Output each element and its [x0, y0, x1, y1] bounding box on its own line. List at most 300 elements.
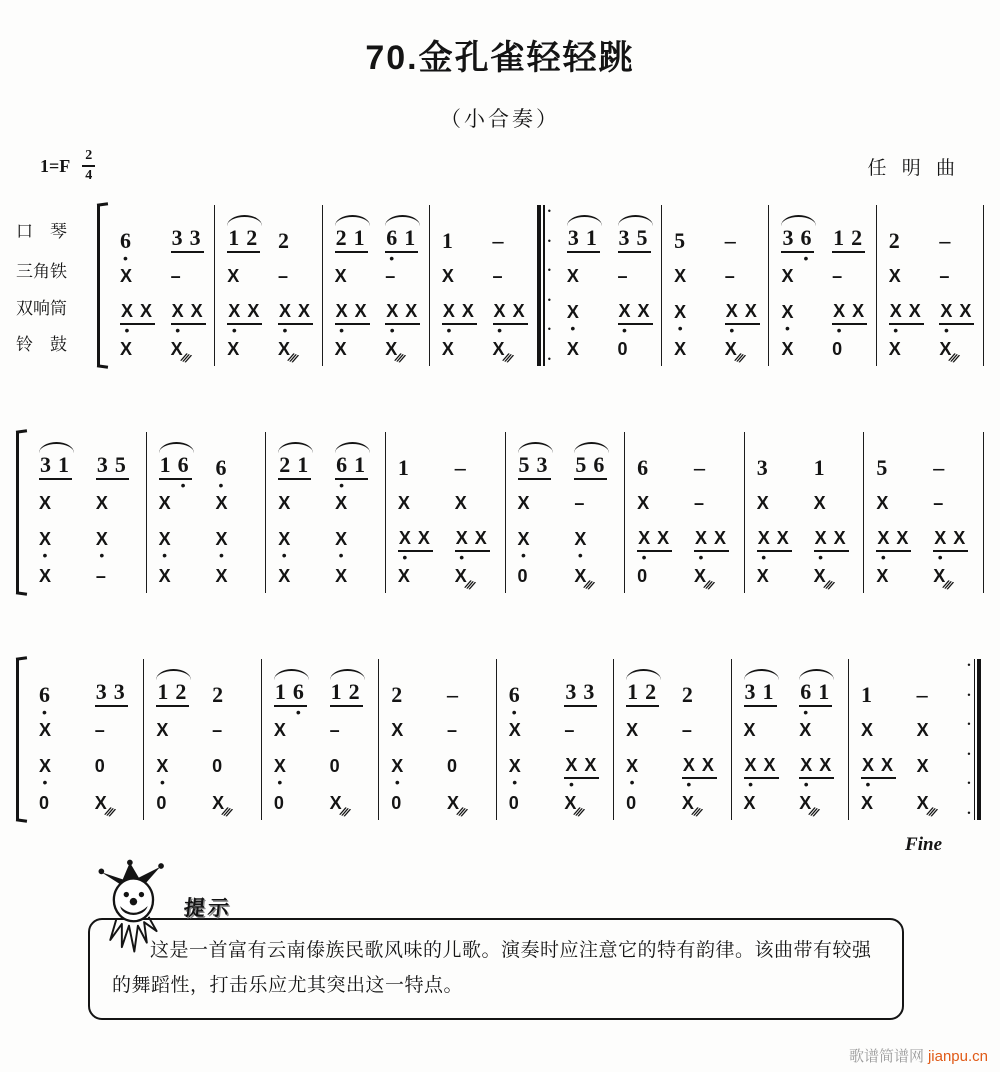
note — [508, 756, 521, 790]
octave-dot: • — [231, 321, 237, 338]
part-row — [32, 747, 143, 790]
note-group — [939, 267, 949, 287]
note — [645, 681, 656, 704]
octave-dot: • — [42, 704, 47, 720]
notes — [757, 494, 769, 514]
note — [386, 225, 398, 266]
instrument-label: 口 琴 — [16, 221, 67, 241]
note-group — [564, 754, 599, 792]
note — [819, 756, 831, 776]
note-glyph: X — [674, 302, 687, 322]
note-glyph: X — [757, 527, 770, 548]
beat — [113, 228, 164, 266]
notes — [95, 757, 105, 777]
note-group — [171, 300, 206, 338]
beat — [113, 267, 164, 287]
notes — [39, 682, 50, 720]
note-group — [832, 300, 867, 338]
note — [725, 300, 738, 338]
beat — [792, 679, 848, 720]
note-group — [171, 227, 204, 253]
note — [120, 340, 132, 360]
notes — [398, 457, 409, 480]
note — [330, 757, 340, 777]
beamed-notes — [274, 679, 307, 720]
note-glyph: X — [833, 300, 846, 321]
note — [584, 756, 596, 776]
beat — [932, 267, 983, 287]
beat — [149, 794, 205, 814]
note — [881, 756, 893, 776]
measure — [386, 432, 506, 593]
notes — [626, 721, 638, 741]
note — [800, 754, 813, 792]
octave-dot: • — [943, 321, 949, 338]
notes — [832, 267, 842, 287]
note — [39, 721, 51, 741]
part-row — [882, 293, 983, 338]
part-row — [220, 333, 321, 366]
note-group — [227, 300, 262, 338]
beat — [267, 721, 323, 741]
beat — [630, 457, 687, 480]
beat — [440, 721, 496, 741]
note-glyph: X — [724, 338, 737, 359]
beat — [511, 567, 568, 587]
part-row — [511, 487, 625, 520]
beat — [271, 494, 328, 514]
beamed-notes — [564, 681, 597, 707]
beat — [220, 267, 271, 287]
note-glyph: X — [273, 756, 286, 776]
note — [297, 454, 308, 477]
note-group — [227, 267, 239, 287]
hint-section — [0, 897, 1000, 1020]
note — [175, 681, 186, 704]
notes — [156, 794, 166, 814]
part-row — [32, 520, 146, 563]
notes — [876, 494, 888, 514]
note — [274, 794, 284, 814]
note — [273, 756, 286, 790]
beat — [560, 302, 611, 336]
part-row — [750, 520, 864, 565]
beamed-notes — [939, 300, 974, 338]
notes — [454, 565, 475, 593]
part-row — [869, 487, 983, 520]
notes — [335, 267, 347, 287]
note — [834, 529, 846, 549]
beat — [328, 227, 379, 253]
measure — [614, 659, 731, 820]
note — [228, 300, 241, 338]
beat — [737, 681, 793, 707]
note-glyph: X — [385, 338, 398, 359]
note — [618, 300, 631, 338]
note-group — [618, 340, 628, 360]
note-glyph: 1 — [353, 225, 365, 250]
part-row — [391, 520, 505, 565]
part-row — [267, 714, 378, 747]
note-glyph: X — [441, 338, 454, 359]
part-row — [869, 432, 983, 487]
beat — [440, 757, 496, 777]
note-group — [330, 721, 340, 741]
part-row — [854, 787, 965, 820]
note-group — [757, 527, 792, 565]
beat — [630, 494, 687, 514]
beat — [869, 457, 926, 480]
note-group — [95, 681, 128, 707]
beat — [619, 721, 675, 741]
note — [626, 721, 638, 741]
notes — [39, 721, 51, 741]
note-group — [574, 565, 595, 593]
notes — [212, 757, 222, 777]
beamed-notes — [744, 681, 777, 707]
note-group — [215, 455, 227, 493]
thin-barline — [974, 659, 976, 820]
part-row — [854, 747, 965, 792]
notes — [391, 721, 403, 741]
notes — [391, 794, 401, 814]
note-group — [509, 721, 521, 741]
note-glyph: 2 — [175, 679, 187, 704]
octave-dot: • — [521, 547, 526, 563]
note — [455, 527, 468, 565]
note-glyph: – — [832, 265, 843, 286]
notes — [273, 756, 286, 790]
note-glyph: 3 — [567, 225, 579, 250]
notes — [694, 457, 705, 480]
part-row — [32, 560, 146, 593]
note-group — [674, 267, 686, 287]
beat — [882, 267, 933, 287]
beat — [435, 340, 486, 360]
notes — [329, 792, 350, 820]
note — [120, 267, 132, 287]
note-group — [442, 230, 453, 253]
beamed-notes — [330, 681, 363, 707]
beat — [391, 494, 448, 514]
note — [95, 757, 105, 777]
note — [638, 302, 650, 322]
note-glyph: X — [455, 527, 468, 548]
beat — [323, 757, 379, 777]
beamed-notes — [574, 454, 607, 480]
notes — [159, 494, 171, 514]
note-group — [744, 754, 779, 792]
note-group — [455, 494, 467, 514]
note-glyph: X — [273, 719, 286, 740]
measure — [625, 432, 745, 593]
note — [934, 527, 947, 565]
note-glyph: X — [212, 792, 225, 813]
note-glyph: X — [335, 492, 348, 513]
beamed-notes — [799, 679, 832, 720]
note — [40, 454, 51, 477]
note-group — [694, 527, 729, 565]
beat — [208, 567, 265, 587]
note-glyph: X — [95, 529, 108, 549]
note — [537, 454, 548, 477]
note-group — [120, 300, 155, 338]
note-glyph: 3 — [96, 452, 108, 477]
beamed-notes — [626, 681, 659, 707]
note — [114, 681, 125, 704]
beat — [807, 527, 864, 565]
note-group — [574, 494, 584, 514]
note — [212, 757, 222, 777]
beat — [926, 494, 983, 514]
note-group — [335, 300, 370, 338]
note — [391, 794, 401, 814]
note-group — [694, 494, 704, 514]
note — [757, 494, 769, 514]
notes — [447, 757, 457, 777]
notes — [335, 494, 347, 514]
beat — [932, 230, 983, 253]
note-group — [156, 794, 166, 814]
note — [724, 338, 745, 366]
note-group — [674, 230, 685, 253]
note — [744, 794, 756, 814]
subtitle: （小合奏） — [440, 108, 560, 131]
note-glyph: X — [158, 492, 171, 513]
note-glyph: – — [95, 565, 106, 586]
note-group — [170, 338, 191, 366]
notes — [682, 684, 693, 707]
note — [889, 267, 901, 287]
note — [799, 721, 811, 741]
beamed-notes — [518, 454, 551, 480]
note-group — [889, 300, 924, 338]
part-row — [882, 260, 983, 293]
tremolo-slashes-icon: /// — [582, 577, 595, 593]
note — [447, 684, 458, 707]
notes — [637, 494, 649, 514]
note-glyph: 5 — [575, 452, 587, 477]
note — [215, 455, 227, 493]
note-glyph: X — [565, 754, 578, 775]
note-group — [455, 527, 490, 565]
note-glyph: – — [933, 455, 945, 480]
beamed-notes — [455, 527, 490, 565]
part-row — [774, 293, 875, 338]
part-row — [630, 487, 744, 520]
octave-dot: • — [698, 548, 704, 565]
note — [336, 227, 347, 250]
tremolo-slashes-icon: /// — [941, 577, 954, 593]
beat — [567, 454, 624, 480]
part-row — [435, 205, 536, 260]
beamed-notes — [694, 527, 729, 565]
note-glyph: 2 — [348, 679, 360, 704]
note — [682, 684, 693, 707]
part-row — [220, 260, 321, 293]
beamed-notes — [832, 227, 865, 253]
note — [398, 527, 411, 565]
beat — [807, 565, 864, 593]
note-glyph: 6 — [292, 679, 304, 704]
beat — [486, 267, 537, 287]
note-group — [274, 794, 284, 814]
beat — [271, 300, 322, 338]
beat — [882, 230, 933, 253]
tremolo-slashes-icon: /// — [925, 804, 937, 820]
note — [764, 756, 776, 776]
note-glyph: X — [508, 719, 521, 740]
tremolo-slashes-icon: /// — [103, 804, 115, 820]
notes — [567, 340, 579, 360]
key-time-signature — [40, 148, 95, 184]
notes — [278, 529, 291, 563]
note-glyph: 0 — [391, 792, 402, 813]
note-group — [674, 302, 687, 336]
note-glyph: X — [171, 300, 184, 321]
note-group — [832, 267, 842, 287]
part-row — [267, 747, 378, 790]
note — [215, 567, 227, 587]
beat — [164, 338, 215, 366]
note-glyph: X — [861, 754, 874, 775]
beat — [667, 340, 718, 360]
part-row — [854, 714, 965, 747]
beamed-notes — [96, 454, 129, 480]
part-row — [32, 714, 143, 747]
beat — [882, 300, 933, 338]
beat — [328, 267, 379, 287]
note — [39, 567, 51, 587]
beat — [932, 300, 983, 338]
note — [889, 300, 902, 338]
notes — [933, 494, 943, 514]
note-group — [518, 454, 551, 480]
measure — [769, 205, 876, 366]
note-group — [442, 267, 454, 287]
note-glyph: – — [94, 719, 105, 740]
beamed-notes — [335, 452, 368, 493]
note-glyph: 3 — [95, 679, 107, 704]
note-group — [215, 494, 227, 514]
beat — [774, 302, 825, 336]
note-group — [637, 567, 647, 587]
note — [813, 565, 834, 593]
octave-dot: • — [784, 320, 790, 336]
note-glyph: 2 — [391, 682, 403, 707]
note-glyph: X — [657, 527, 670, 548]
note-glyph: 1 — [627, 679, 639, 704]
beamed-notes — [889, 300, 924, 338]
note-glyph: 0 — [508, 792, 519, 813]
note-glyph: X — [852, 300, 865, 321]
note-glyph: 3 — [536, 452, 548, 477]
note-group — [567, 267, 579, 287]
note-glyph: X — [227, 338, 240, 359]
notes — [725, 267, 735, 287]
beat — [435, 300, 486, 338]
note — [744, 754, 757, 792]
note — [212, 721, 222, 741]
note — [39, 794, 49, 814]
notes — [335, 567, 347, 587]
note — [745, 302, 757, 322]
instrument-labels — [16, 205, 97, 366]
note — [335, 300, 348, 338]
note-glyph: 3 — [744, 679, 756, 704]
beat — [220, 300, 271, 338]
beat — [220, 340, 271, 360]
notes — [442, 267, 454, 287]
beamed-notes — [832, 300, 867, 338]
note — [330, 721, 340, 741]
beat — [88, 721, 144, 741]
note — [876, 494, 888, 514]
note-glyph: X — [781, 338, 794, 359]
note — [876, 457, 887, 480]
note-glyph: 6 — [800, 225, 812, 250]
note-glyph: X — [743, 792, 756, 813]
part-row — [384, 747, 495, 790]
beat — [208, 529, 265, 563]
note-glyph: X — [170, 338, 183, 359]
note — [861, 754, 874, 792]
note-group — [335, 567, 347, 587]
note — [278, 529, 291, 563]
octave-dot: • — [295, 704, 301, 720]
octave-dot: • — [218, 477, 224, 493]
note-group — [278, 454, 311, 480]
watermark — [849, 1045, 988, 1066]
note-glyph: X — [278, 529, 291, 549]
note-group — [212, 684, 223, 707]
notes — [781, 340, 793, 360]
note-group — [626, 721, 638, 741]
beat — [774, 225, 825, 266]
note — [744, 721, 756, 741]
part-row — [435, 333, 536, 366]
note — [800, 225, 812, 266]
note — [565, 754, 578, 792]
note — [398, 567, 410, 587]
note — [694, 494, 704, 514]
part-row — [560, 260, 661, 293]
part-row — [328, 293, 429, 338]
measure — [266, 432, 386, 593]
octave-dot: • — [218, 547, 224, 563]
note — [97, 454, 108, 477]
beat — [267, 794, 323, 814]
note-group — [917, 721, 929, 741]
note — [638, 527, 651, 565]
note-glyph: X — [876, 565, 889, 586]
note-group — [385, 300, 420, 338]
note-glyph: X — [776, 527, 789, 548]
notes — [916, 792, 937, 820]
part-row — [511, 520, 625, 563]
notes — [385, 338, 406, 366]
note-group — [227, 340, 239, 360]
part-row — [869, 560, 983, 593]
octave-dot: • — [338, 547, 344, 563]
note — [781, 267, 793, 287]
notes — [517, 529, 530, 563]
note-glyph: 5 — [518, 452, 530, 477]
note-glyph: X — [508, 756, 521, 776]
note — [329, 792, 350, 820]
beat — [750, 457, 807, 480]
note-glyph: X — [799, 792, 812, 813]
